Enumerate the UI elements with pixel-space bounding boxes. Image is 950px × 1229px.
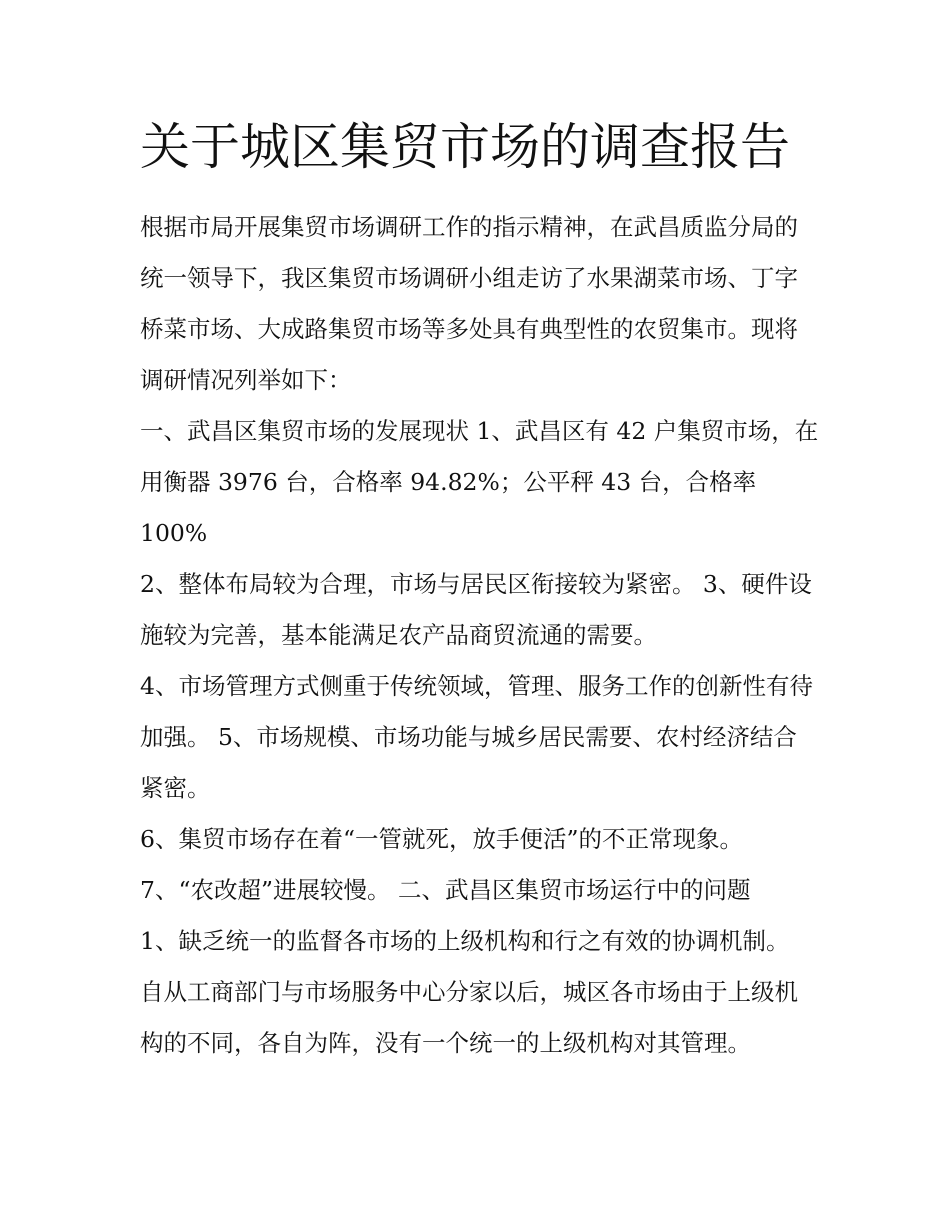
paragraph-phenomenon: 6、集贸市场存在着“一管就死，放手便活”的不正常现象。	[140, 825, 743, 853]
paragraph-problem-one: 1、缺乏统一的监督各市场的上级机构和行之有效的协调机制。	[140, 927, 790, 955]
paragraph-current-status: 一、武昌区集贸市场的发展现状 1、武昌区有 42 户集贸市场，在用衡器 3976 台，合格率 94.82%；公平秤 43 台，合格率 100%	[140, 417, 819, 547]
document-page	[140, 112, 820, 1069]
paragraph-layout-facilities: 2、整体布局较为合理，市场与居民区衔接较为紧密。 3、硬件设施较为完善，基本能满足农产品商贸流通的需要。	[140, 570, 812, 649]
paragraph-intro: 根据市局开展集贸市场调研工作的指示精神，在武昌质监分局的统一领导下，我区集贸市场调研小组走访了水果湖菜市场、丁字桥菜市场、大成路集贸市场等多处具有典型性的农贸集市。现将调研情况列举如下：	[140, 213, 798, 394]
document-title: 关于城区集贸市场的调查报告	[140, 118, 790, 176]
paragraph-problems-heading: 7、“农改超”进展较慢。 二、武昌区集贸市场运行中的问题	[140, 876, 751, 904]
paragraph-management-scale: 4、市场管理方式侧重于传统领域，管理、服务工作的创新性有待加强。 5、市场规模、市场功能与城乡居民需要、农村经济结合紧密。	[140, 672, 813, 802]
paragraph-problem-detail: 自从工商部门与市场服务中心分家以后，城区各市场由于上级机构的不同，各自为阵，没有一个统一的上级机构对其管理。	[140, 978, 798, 1057]
